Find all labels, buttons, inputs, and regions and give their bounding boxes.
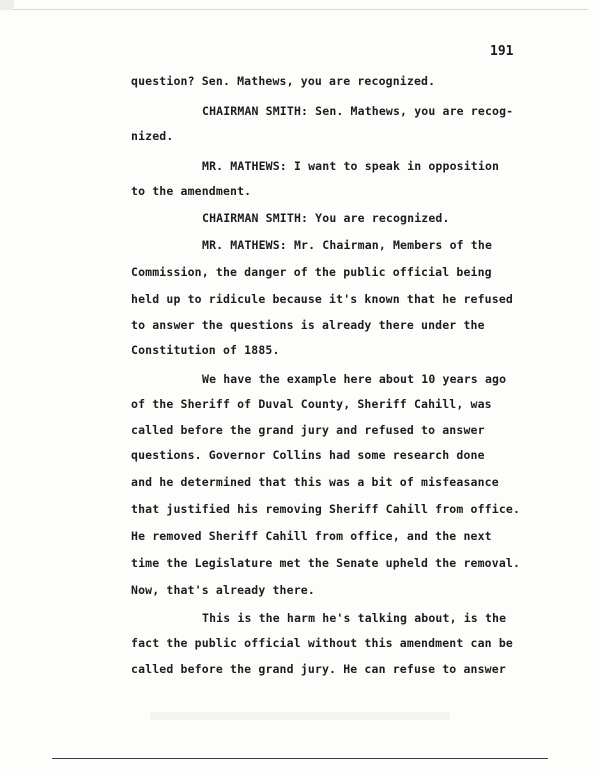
transcript-line: time the Legislature met the Senate upheld the removal. <box>131 556 521 570</box>
transcript-line: We have the example here about 10 years ago <box>202 372 507 386</box>
page-number: 191 <box>490 44 514 59</box>
transcript-line: nized. <box>131 129 174 143</box>
transcript-line: that justified his removing Sheriff Cahill from office. <box>131 502 521 516</box>
transcript-line: fact the public official without this amendment can be <box>131 636 513 650</box>
scan-top-edge <box>12 9 588 10</box>
transcript-line: to the amendment. <box>131 184 252 198</box>
transcript-line: questions. Governor Collins had some research done <box>131 448 485 462</box>
transcript-line: called before the grand jury. He can refuse to answer <box>131 662 506 676</box>
transcript-line: CHAIRMAN SMITH: You are recognized. <box>202 211 450 225</box>
transcript-line: Commission, the danger of the public official being <box>131 265 492 279</box>
transcript-line: question? Sen. Mathews, you are recognized. <box>131 74 436 88</box>
transcript-line: MR. MATHEWS: Mr. Chairman, Members of the <box>202 238 493 252</box>
transcript-line: CHAIRMAN SMITH: Sen. Mathews, you are recog- <box>202 104 514 118</box>
transcript-line: MR. MATHEWS: I want to speak in opposition <box>202 159 500 173</box>
transcript-line: of the Sheriff of Duval County, Sheriff Cahill, was <box>131 397 492 411</box>
bottom-rule <box>52 758 548 759</box>
transcript-line: held up to ridicule because it's known that he refused <box>131 292 513 306</box>
transcript-line: to answer the questions is already there under the <box>131 318 485 332</box>
transcript-line: called before the grand jury and refused to answer <box>131 423 485 437</box>
transcript-line: Constitution of 1885. <box>131 343 280 357</box>
transcript-line: This is the harm he's talking about, is the <box>202 611 507 625</box>
transcript-line: He removed Sheriff Cahill from office, and the next <box>131 529 492 543</box>
bleed-through-shadow <box>150 712 450 720</box>
transcript-line: Now, that's already there. <box>131 583 315 597</box>
transcript-line: and he determined that this was a bit of misfeasance <box>131 475 499 489</box>
